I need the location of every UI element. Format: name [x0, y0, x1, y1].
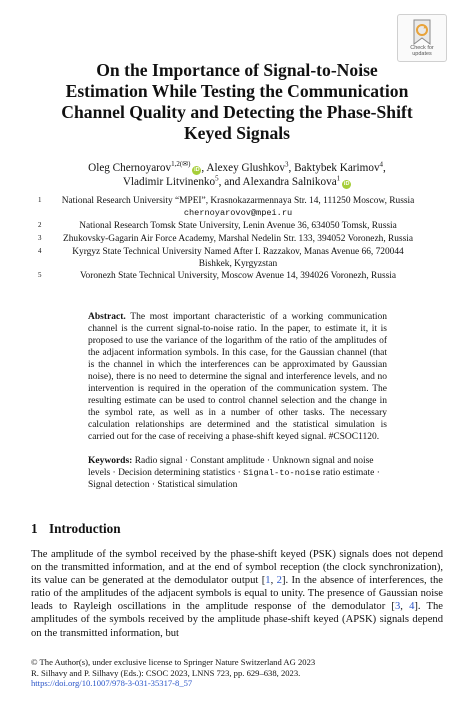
affiliation-2 — [38, 221, 438, 233]
author-name: , and Alexandra Salnikova — [218, 176, 337, 188]
doi-link[interactable]: https://doi.org/10.1007/978-3-031-35317-8_57 — [31, 678, 193, 689]
citation-link[interactable]: 4 — [409, 601, 415, 613]
affiliation-text: Voronezh State Technical University, Moscow Avenue 14, 394026 Voronezh, Russia — [79, 271, 397, 281]
badge-label: Check for updates — [410, 45, 434, 57]
affiliation-text: Zhukovsky-Gagarin Air Force Academy, Marshal Nedelin Str. 133, 394052 Voronezh, Russia — [62, 234, 414, 244]
affiliation-text: National Research University “MPEI”, Krasnokazarmennaya Str. 14, 111250 Moscow, Russia — [61, 196, 415, 206]
keywords — [88, 455, 387, 491]
intro-paragraph — [31, 548, 443, 640]
author-name: Vladimir Litvinenko — [122, 176, 216, 188]
intro-text: , — [400, 601, 410, 613]
author-line-2 — [50, 175, 424, 189]
citation-link[interactable]: 1 — [265, 575, 271, 587]
paper-title: On the Importance of Signal-to-Noise Estimation While Testing the Communication Channel Quality and Detecting the Phase-Shift Keyed Signals — [61, 60, 413, 143]
citation-line: R. Silhavy and P. Silhavy (Eds.): CSOC 2023, LNNS 723, pp. 629–638, 2023. — [31, 667, 301, 678]
author-affil-sup: 5 — [215, 174, 219, 183]
author-affil-sup: 1 — [336, 174, 341, 183]
keywords-heading: Keywords: — [88, 456, 133, 466]
citation-link[interactable]: 2 — [276, 575, 282, 587]
keywords-text: ratio estimate · Signal detection · Statistical simulation — [88, 468, 380, 490]
bookmark-refresh-icon — [411, 19, 433, 45]
affiliation-1 — [38, 196, 438, 219]
affiliation-number: 2 — [38, 221, 42, 229]
author-line-1: Oleg Chernoyarov$^{1,2(✉)}$iD , Alexey Glushkov$^3$, Baktybek Karimov$^4$, — [88, 160, 386, 174]
citation-link[interactable]: 3 — [394, 601, 401, 613]
affiliation-number: 1 — [38, 196, 42, 204]
orcid-icon[interactable]: iD — [194, 167, 200, 173]
abstract — [88, 311, 387, 443]
author-affil-sup: 1,2(✉) — [171, 160, 191, 169]
affiliation-3 — [38, 234, 438, 246]
section-heading — [31, 521, 121, 537]
affiliation-text: Kyrgyz State Technical University Named After I. Razzakov, Manas Avenue 66, 720044 — [72, 247, 404, 257]
affiliation-5 — [38, 271, 438, 283]
affiliation-text: National Research Tomsk State University, Lenin Avenue 36, 634050 Tomsk, Russia — [79, 221, 397, 231]
section-number: 1 — [31, 521, 38, 536]
author-name: Oleg Chernoyarov — [88, 162, 172, 174]
check-for-updates-badge[interactable] — [397, 14, 447, 62]
intro-text: The amplitude of the symbol received by the phase-shift keyed (PSK) signals does not depend on the transmitted information, and at the end of symbol reception (the clock synchronization), its value can be generated at the demodulator output [ — [31, 549, 443, 587]
affiliation-4 — [38, 247, 438, 270]
intro-text: ]. In the absence of interferences, the ratio of the amplitudes of the adjacent symbols is equal to unity. The presence of Gaussian noise leads to Rayleigh oscillations in the amplitude response of the demodulator [ — [31, 575, 443, 613]
abstract-heading: Abstract. — [88, 312, 126, 322]
affiliation-number: 5 — [38, 271, 42, 279]
keywords-mono: Signal-to-noise — [243, 468, 321, 478]
author-name: , Alexey Glushkov — [201, 162, 285, 174]
section-title: Introduction — [49, 521, 121, 536]
intro-text: , — [270, 575, 277, 587]
author-list — [50, 161, 424, 189]
affiliation-number: 3 — [38, 234, 42, 242]
affiliation-number: 4 — [38, 247, 42, 255]
affiliation-text: Bishkek, Kyrgyzstan — [198, 258, 278, 269]
copyright-footer — [31, 657, 443, 689]
author-affil-sup: 3 — [285, 160, 289, 169]
abstract-text: The most important characteristic of a working communication channel is the current signal-to-noise ratio. In the paper, to estimate it, it is proposed to use the variance of the logarithm of the ratio of the amplitudes of the adjacent information symbols. In this case, for the Gaussian channel (that is the channel in which the interferences can be approximated by Gaussian noise), there is no need to determine the signal and interference levels, and no intervention is required in the operation of the communication system. The resulting estimate can be used to control channel selection and the change in the symbol rate, as well as in a number of other tasks. The necessary calculation relationships are determined and the statistical simulation is carried out for the case of receiving a phase-shift keyed signal. #CSOC1120. — [88, 312, 387, 442]
intro-text: ]. The amplitudes of the symbols received by the amplitude phase-shift keyed (APSK) signals depend on the transmitted information, but — [31, 601, 443, 639]
affiliation-email[interactable]: chernoyarovov@mpei.ru — [183, 207, 293, 218]
orcid-icon[interactable]: iD — [343, 181, 350, 187]
author-name: , Baktybek Karimov — [288, 162, 380, 174]
copyright-line: © The Author(s), under exclusive license to Springer Nature Switzerland AG 2023 — [31, 657, 316, 667]
author-affil-sup: 4 — [379, 160, 384, 169]
keywords-text: Radio signal · Constant amplitude · Unknown signal and noise levels · Decision determining statistics · — [88, 456, 374, 478]
